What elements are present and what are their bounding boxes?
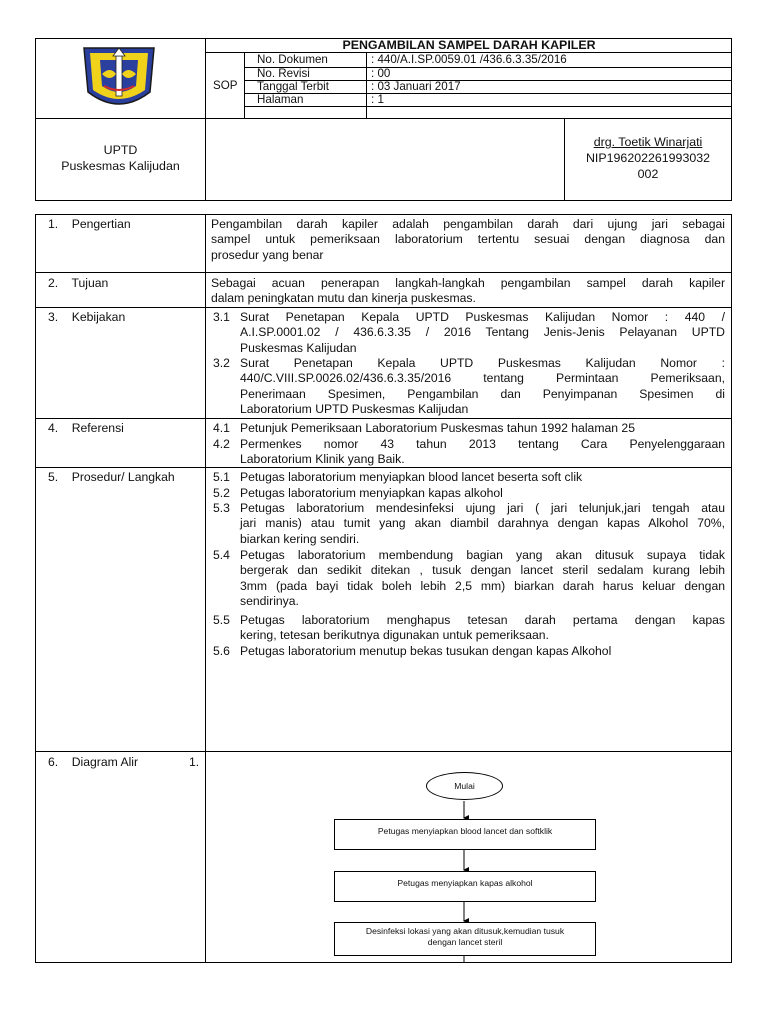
document-title: PENGAMBILAN SAMPEL DARAH KAPILER bbox=[342, 38, 596, 52]
flowchart-start-node bbox=[426, 772, 503, 800]
purpose-line-1: Sebagai acuan penerapan langkah-langkah pengambilan sampel darah kapiler bbox=[211, 276, 725, 290]
procedure-step-number: 5.1 bbox=[213, 470, 230, 484]
policy-item-line: Surat Penetapan Kepala UPTD Puskesmas Kalijudan Nomor : bbox=[240, 356, 725, 370]
flowchart-step-label: Petugas menyiapkan kapas alkohol bbox=[397, 878, 533, 888]
procedure-step-line: jari manis) atau tumit yang akan diambil darahnya dengan kapas Alkohol 70%, bbox=[240, 516, 725, 531]
procedure-step-line: Petugas laboratorium menghapus tetesan darah pertama dengan kapas bbox=[240, 613, 725, 627]
procedure-step-5-1 bbox=[213, 470, 725, 485]
purpose-line-2: dalam peningkatan mutu dan kinerja puskesmas. bbox=[211, 291, 476, 306]
section-label-flowchart-suffix: 1. bbox=[189, 755, 200, 769]
procedure-step-number: 5.4 bbox=[213, 548, 230, 562]
procedure-step-5-4 bbox=[213, 548, 725, 610]
flowchart-step-1 bbox=[334, 819, 596, 850]
policy-item-line: Penerimaan Spesimen, Pengambilan dan Penyimpanan Spesimen di bbox=[240, 386, 725, 401]
meta-value-issue-date: : 03 Januari 2017 bbox=[371, 80, 461, 93]
procedure-step-5-3 bbox=[213, 501, 725, 547]
meta-value-revision: : 00 bbox=[371, 67, 391, 80]
policy-item-3-2 bbox=[213, 356, 725, 418]
procedure-step-line: kering, tetesan berikutnya digunakan untuk pemeriksaan. bbox=[240, 628, 549, 643]
procedure-step-line: biarkan kering sendiri. bbox=[240, 531, 360, 546]
procedure-step-line: 3mm (pada bayi tidak boleh lebih 2,5 mm) biarkan darah harus keluar dengan bbox=[240, 578, 725, 593]
procedure-step-line: Petugas laboratorium membendung bagian yang akan ditusuk supaya tidak bbox=[240, 548, 725, 562]
procedure-step-number: 5.2 bbox=[213, 486, 230, 500]
organization-name bbox=[36, 143, 205, 174]
reference-item-number: 4.1 bbox=[213, 421, 230, 435]
procedure-step-line: Petugas laboratorium menyiapkan blood lancet beserta soft clik bbox=[240, 470, 583, 484]
reference-item-line: Petunjuk Pemeriksaan Laboratorium Puskesmas tahun 1992 halaman 25 bbox=[240, 421, 635, 435]
procedure-step-line: bergerak dan sedikit ditekan , tusuk dengan lancet steril sedalam kurang lebih bbox=[240, 563, 725, 578]
meta-label-document-number: No. Dokumen bbox=[257, 53, 328, 66]
organization-line-2: Puskesmas Kalijudan bbox=[61, 158, 180, 173]
procedure-step-line: Petugas laboratorium menutup bekas tusukan dengan kapas Alkohol bbox=[240, 644, 612, 658]
meta-label-revision: No. Revisi bbox=[257, 67, 310, 80]
section-body-definition bbox=[211, 217, 725, 263]
section-label-policy: 3. Kebijakan bbox=[48, 310, 126, 324]
organization-line-1: UPTD bbox=[103, 143, 138, 157]
reference-item-line: Permenkes nomor 43 tahun 2013 tentang Cara Penyelenggaraan bbox=[240, 437, 725, 451]
flowchart-step-label: Petugas menyiapkan blood lancet dan softklik bbox=[377, 826, 553, 836]
policy-item-line: Laboratorium UPTD Puskesmas Kalijudan bbox=[240, 402, 469, 417]
definition-line-2: sampel untuk pemeriksaan laboratorium tertentu sesuai dengan diagnosa dan bbox=[211, 232, 725, 247]
signer-name: drg. Toetik Winarjati bbox=[593, 135, 703, 149]
flowchart-step-label: Desinfeksi lokasi yang akan ditusuk,kemudian tusuk dengan lancet steril bbox=[365, 926, 565, 947]
reference-item-number: 4.2 bbox=[213, 437, 230, 451]
section-label-references: 4. Referensi bbox=[48, 421, 124, 435]
section-label-procedure: 5. Prosedur/ Langkah bbox=[48, 470, 175, 484]
definition-line-3: prosedur yang benar bbox=[211, 247, 324, 262]
policy-item-number: 3.2 bbox=[213, 356, 230, 370]
procedure-step-5-5 bbox=[213, 613, 725, 644]
policy-item-line: A.I.SP.0001.02 / 436.6.3.35 / 2016 Tentang Jenis-Jenis Pelayanan UPTD bbox=[240, 325, 725, 340]
procedure-step-number: 5.5 bbox=[213, 613, 230, 627]
signer-block bbox=[565, 134, 731, 182]
policy-item-line: 440/C.VIII.SP.0026.02/436.6.3.35/2016 tentang Permintaan Pemeriksaan, bbox=[240, 371, 725, 386]
sop-label: SOP bbox=[213, 79, 238, 92]
flowchart-step-2 bbox=[334, 871, 596, 902]
reference-item-line: Laboratorium Klinik yang Baik. bbox=[240, 452, 405, 467]
city-coat-of-arms-icon bbox=[80, 42, 158, 114]
flowchart-start-label: Mulai bbox=[454, 781, 475, 791]
policy-item-line: Surat Penetapan Kepala UPTD Puskesmas Kalijudan Nomor : 440 / bbox=[240, 310, 725, 324]
meta-label-page: Halaman bbox=[257, 93, 304, 106]
definition-line-1: Pengambilan darah kapiler adalah pengambilan darah dari ujung jari sebagai bbox=[211, 217, 725, 231]
section-label-definition: 1. Pengertian bbox=[48, 217, 131, 231]
procedure-step-5-6 bbox=[213, 644, 725, 659]
procedure-step-line: Petugas laboratorium menyiapkan kapas alkohol bbox=[240, 486, 503, 500]
policy-item-3-1 bbox=[213, 310, 725, 356]
procedure-step-number: 5.3 bbox=[213, 501, 230, 515]
procedure-step-5-2 bbox=[213, 486, 725, 501]
policy-item-number: 3.1 bbox=[213, 310, 230, 324]
signer-nip-line-2: 002 bbox=[637, 167, 659, 181]
procedure-step-line: sendirinya. bbox=[240, 594, 299, 609]
reference-item-4-1 bbox=[213, 421, 725, 436]
procedure-step-number: 5.6 bbox=[213, 644, 230, 658]
policy-item-line: Puskesmas Kalijudan bbox=[240, 340, 357, 355]
section-body-purpose bbox=[211, 276, 725, 307]
meta-value-page: : 1 bbox=[371, 93, 384, 106]
signer-nip-line-1: NIP196202261993032 bbox=[585, 151, 711, 165]
procedure-step-line: Petugas laboratorium mendesinfeksi ujung jari ( jari telunjuk,jari tengah atau bbox=[240, 501, 725, 515]
meta-label-issue-date: Tanggal Terbit bbox=[257, 80, 329, 93]
section-label-purpose: 2. Tujuan bbox=[48, 276, 109, 290]
section-label-flowchart: 6. Diagram Alir bbox=[48, 755, 139, 769]
meta-value-document-number: : 440/A.I.SP.0059.01 /436.6.3.35/2016 bbox=[371, 53, 567, 66]
reference-item-4-2 bbox=[213, 437, 725, 468]
flowchart-step-3 bbox=[334, 922, 596, 956]
